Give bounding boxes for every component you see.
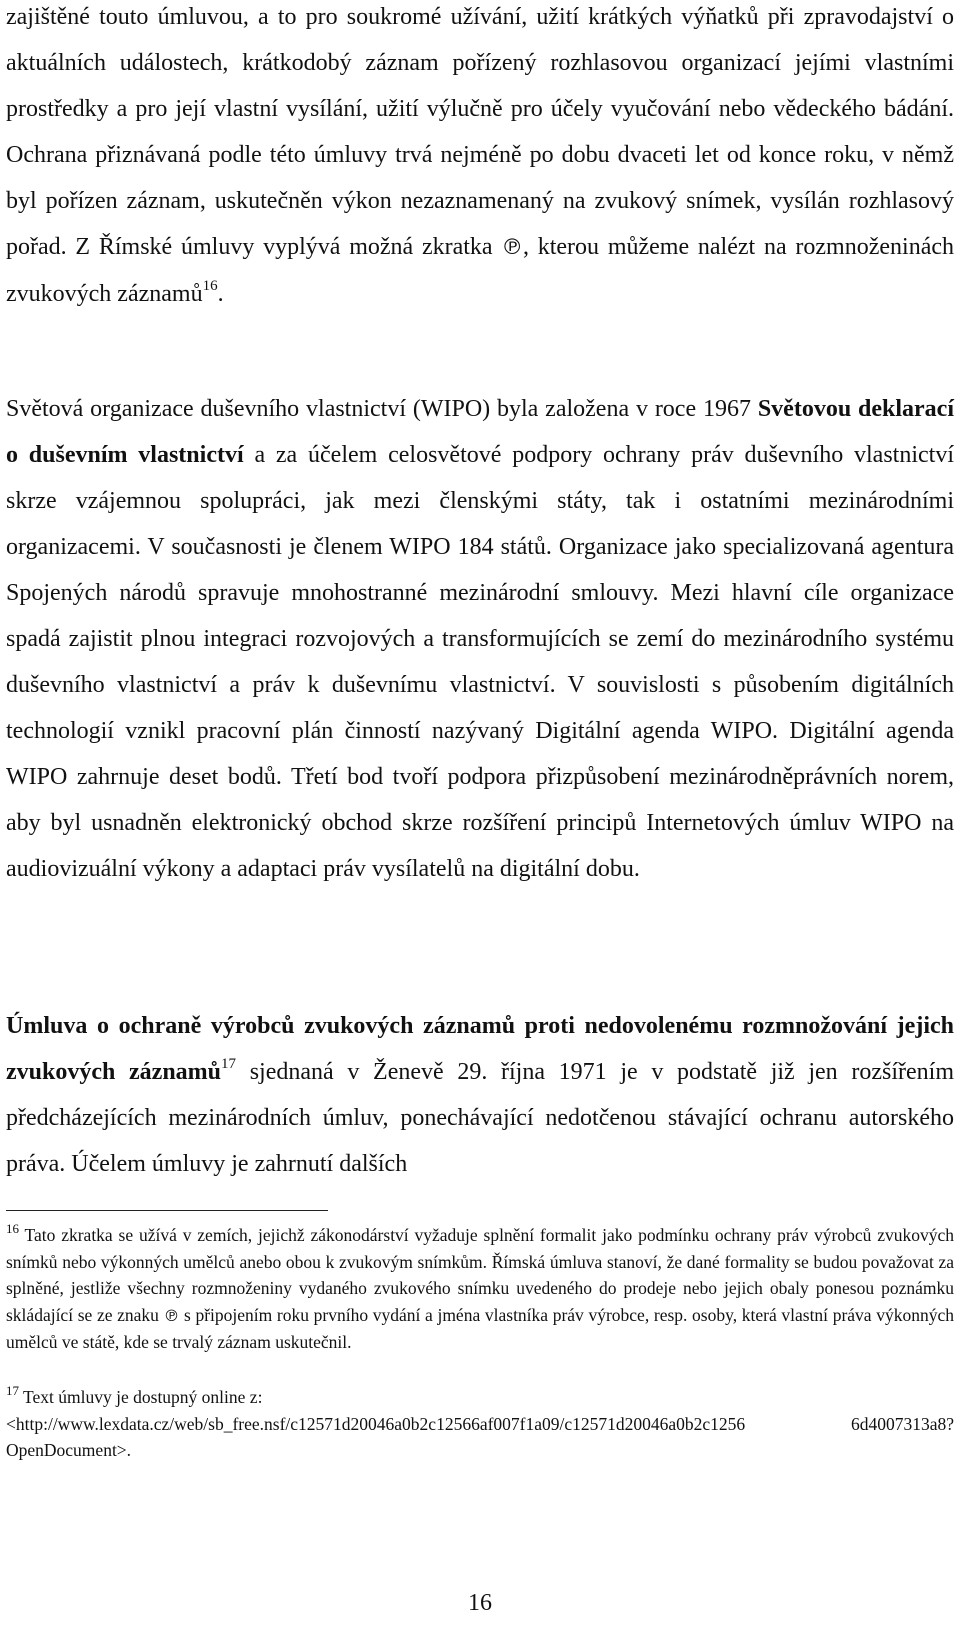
bold-term-wipo-declaration: Světovou deklarací o duševním vlastnictví: [6, 396, 955, 468]
footnote-text: Text úmluvy je dostupný online z:: [19, 1387, 263, 1407]
paragraph-text: , kterou můžeme nalézt na rozmnoženinách zvukových záznamů: [6, 234, 954, 307]
footnote-text: Tato zkratka se užívá v zemích, jejichž zákonodárství vyžaduje splnění formalit jako podmínku ochrany práv výrobců zvukových snímků nebo výkonných umělců anebo obou k zvukovým snímkům. Římská úmluva stanoví, že dané formality se budou považovat za splněné, jestliže všechny rozmnoženiny vydaného zvukového snímku uvedeného do prodeje nebo jejich obaly ponesou poznámku skládající se ze znaku: [6, 1225, 954, 1325]
paragraph-geneva-convention: [6, 1003, 954, 1187]
footnote-text: s připojením roku prvního vydání a jména vlastníka práv výrobce, resp. osoby, která vlastní práva výkonných umělců ve státě, kde se trvalý záznam uskutečnil.: [6, 1304, 954, 1352]
footnote-17: [6, 1384, 954, 1464]
bold-term-geneva-convention: Úmluva o ochraně výrobců zvukových záznamů proti nedovolenému rozmnožování jejich zvukových záznamů: [6, 1013, 954, 1085]
paragraph-text: sjednaná v Ženevě 29. října 1971 je v podstatě již jen rozšířením předcházejících mezinárodních úmluv, ponechávající nedotčenou stávající ochranu autorského práva. Účelem úmluvy je zahrnutí dalších: [6, 1059, 954, 1177]
footnote-number: 17: [6, 1383, 19, 1398]
paragraph-text: a za účelem celosvětové podpory ochrany práv duševního vlastnictví skrze vzájemnou spolupráci, jak mezi členskými státy, tak i ostatními mezinárodními organizacemi. V současnosti je členem WIPO 184 států. Organizace jako specializovaná agentura Spojených národů spravuje mnohostranné mezinárodní smlouvy. Mezi hlavní cíle organizace spadá zajistit plnou integraci rozvojových a transformujících se zemí do mezinárodního systému duševního vlastnictví a práv k duševnímu vlastnictví. V souvislosti s působením digitálních technologií vznikl pracovní plán činností nazývaný Digitální agenda WIPO. Digitální agenda WIPO zahrnuje deset bodů. Třetí bod tvoří podpora přizpůsobení mezinárodněprávních norem, aby byl usnadněn elektronický obchod skrze rozšíření principů Internetových úmluv WIPO na audiovizuální výkony a adaptaci práv vysílatelů na digitální dobu.: [6, 442, 954, 882]
phonogram-symbol: ℗: [501, 235, 523, 260]
paragraph-text: zajištěné touto úmluvou, a to pro soukromé užívání, užití krátkých výňatků při zpravodajství o aktuálních událostech, krátkodobý záznam pořízený rozhlasovou organizací jejími vlastními prostředky a pro její vlastní vysílání, užití výlučně pro účely vyučování nebo vědeckého bádání. Ochrana přiznávaná podle této úmluvy trvá nejméně po dobu dvaceti let od konce roku, v němž byl pořízen záznam, uskutečněn výkon nezaznamenaný na zvukový snímek, vysílán rozhlasový pořad. Z Římské úmluvy vyplývá možná zkratka: [6, 4, 954, 260]
footnote-reference-17[interactable]: 17: [221, 1056, 237, 1072]
footnote-number: 16: [6, 1221, 19, 1236]
paragraph-text: Světová organizace duševního vlastnictví (WIPO) byla založena v roce 1967: [6, 396, 758, 422]
footnote-16: [6, 1222, 954, 1356]
footnote-separator: [6, 1210, 328, 1211]
footnote-reference-16[interactable]: 16: [202, 278, 218, 294]
paragraph-wipo: [6, 386, 954, 892]
page-number: 16: [468, 1590, 492, 1616]
paragraph-rome-convention: [6, 0, 954, 317]
phonogram-symbol: ℗: [163, 1305, 180, 1325]
footnote-link[interactable]: <http://www.lexdata.cz/web/sb_free.nsf/c12571d20046a0b2c12566af007f1a09/c12571d20046a0b2c1256 6d4007313a8?OpenDocument>.: [6, 1413, 954, 1460]
paragraph-text: .: [217, 281, 224, 307]
